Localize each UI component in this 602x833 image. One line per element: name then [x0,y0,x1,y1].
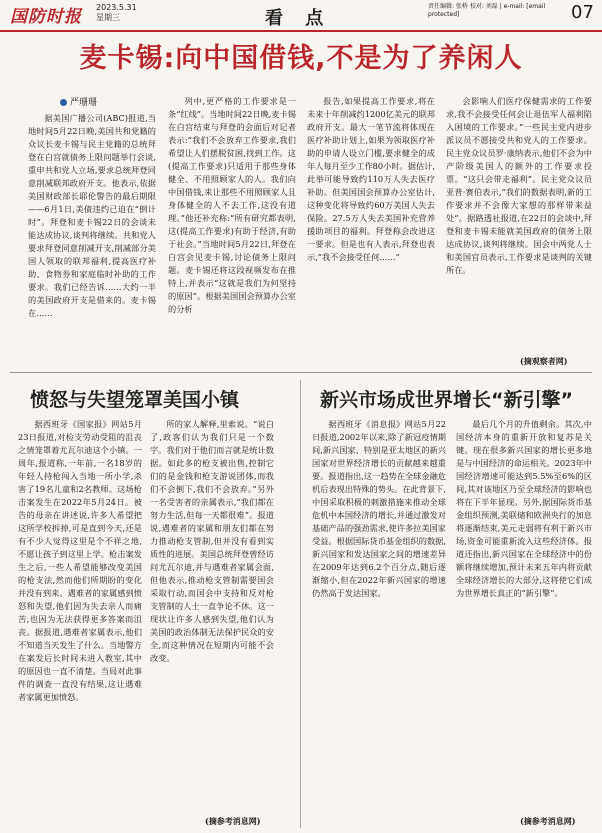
article2-column-1 [18,418,142,828]
article3-headline: 新兴市场成世界增长“新引擎” [320,389,573,411]
article3-col2-text: 最后几个月的升值剩余。其次,中国经济本身的重新开放和复苏是关键。现在很多新兴国家的增长更多地是与中国经济的命运相关。2023年中国经济增速可能达到5.5%至6%的区间,其对该地区乃至全球经济的影响也将在下半年显现。另外,据国际货币基金组织预测,美联储和欧洲央行的加息将逐渐结束,美元走弱将有利于新兴市场,资金可能重新流入这些经济体。报道还指出,新兴国家在全球经济中的份额将继续增加,预计未来五年内将贡献全球经济增长的大部分,这将使它们成为世界增长真正的“新引擎”。 [456,419,592,598]
article3-signature: (摘参考消息网) [520,816,576,826]
main-col1-text: 据美国广播公司(ABC)报道,当地时间5月22日晚,美国共和党籍的众议长麦卡锡与民主党籍的总统拜登在白宫就债务上限问题举行会谈,重申共和党人立场,要求总统拜登同意削减联邦政府开支。他表示,依据美国财政部长耶伦警告的最后期限——6月1日,美债违约已迫在“倒计时”。拜登和麦卡锡22日的会谈未能达成协议,谈判将继续。共和党人要求拜登同意削减开支,削减部分美国人领取的联邦福利,提高医疗补助、食物券和家庭临时补助的工作要求。我们已经告诉……大约一半的美国政府开支是借来的。麦卡锡在…… [28,113,156,318]
main-col4-text: 会影响人们医疗保健需求的工作要求,我不会接受任何会让退伍军人福利陷入困境的工作要求。”一些民主党内进步派议员不愿接受共和党人的工作要求。民主党众议员罗·康纳表示,他们不会为中产阶级美国人的额外的工作要求投票。“这只会带走福利”。民主党众议员亚普·赛伯表示,“我们的数据表明,新的工作要求并不会像大家想的那样带来益处”。据路透社报道,在22日的会谈中,拜登和麦卡锡未能就美国政府的债务上限达成协议,谈判将继续。国会中两党人士和美国官员表示,工作要求是谈判的关键所在。 [446,96,592,275]
weekday: 星期三 [96,13,120,22]
column-separator [300,380,301,828]
newspaper-logo: 国防时报 [10,7,82,27]
page-number: 07 [571,2,594,23]
editor-info: 责任编辑: 张桥 校对: 刘磊 | e-mail: [email protected] [428,3,546,18]
main-signature: (摘观察者网) [520,356,568,366]
masthead [0,0,602,32]
byline-icon [60,99,67,106]
article2-signature: (摘参考消息网) [205,816,261,826]
section-divider [10,372,592,373]
date: 2023.5.31 [96,3,137,12]
main-column-3 [307,95,435,368]
article3-column-1 [312,418,446,828]
byline-author: 严珊珊 [70,98,98,108]
main-col2-text: 列中,更严格的工作要求是一条“红线”。当地时间22日晚,麦卡锡在白宫结束与拜登的会面后对记者表示:“我们不会放弃工作要求,我们希望让人们摆脱贫困,找到工作。这(提高工作要求)只适用于那些身体健全、不用照顾家人的人。我们向中国借钱,来让那些不用照顾家人且身体健全的人不去工作,这没有道理。”他还补充称:“所有研究都表明,这(提高工作要求)有助于经济,有助于社会。”当地时间5月22日,拜登在白宫会见麦卡锡,讨论债务上限问题。麦卡锡还将这段视频发布在推特上,并表示“这就是我们为何坚持的原因”。根据美国国会预算办公室的分析 [168,96,296,314]
article2-headline: 愤怒与失望笼罩美国小镇 [30,389,240,411]
section-title: 看 点 [265,8,332,29]
main-column-4 [446,95,592,350]
article2-col1-text: 据西班牙《国家报》网站5月23日报道,对检支劳动受阻的沮丧之情笼罩着尤瓦尔迪这个小镇。一周年,报道称,一年前,一名18岁的年轻人持枪闯入当地一所小学,杀害了19名儿童和2名教师。这场枪击案发生在2022年5月24日。被告的母亲在讲述说,许多人希望把这所学校拆掉,可是直到今天,还是有不少人觉得这里是个不祥之地,不愿让孩子到这里上学。枪击案发生之后,一些人希望能够改变美国的枪支法,然而他们所期盼的变化并没有到来。遇难者的家属感到愤怒和失望,他们因为失去亲人而痛苦,也因为无法获得更多答案而沮丧。据报道,遇难者家属表示,他们不知道当天发生了什么。当地警方在案发后长时间未进入教室,其中的原因也一直不清楚。当局对此事件的调查一直没有结果,这让遇难者家属更加愤怒。 [18,419,142,702]
main-col3-text: 报告,如果提高工作要求,将在未来十年削减约1200亿美元的联邦政府开支。最大一笔节流将体现在医疗补助计划上,如果为领取医疗补助的申请人设立门槛,要求健全的成年人每月至少工作80小时。据估计,此举可能导致约110万人失去医疗补助。但美国国会预算办公室估计,这种变化将导致约60万美国人失去保险。27.5万人失去美国补充营养援助项目的福利。拜登称会改进这一要求。但是也有人表示,拜登也表示,“我不会接受任何……” [307,96,435,262]
article2-col2-text: 所的家人解释,里索说。“说白了,政客们认为我们只是一个数字。我们对于他们而言就是统计数据。如此多的枪支被出售,控制它们的是金钱和枪支游说团体,而我们不会倒下,我们不会放弃。”另外一名受害者的亲属表示,“我们都在努力生活,但每一天都很难”。报道说,遇难者的家属和朋友们都在努力推动枪支管制,但并没有看到实质性的进展。美国总统拜登曾经访问尤瓦尔迪,并与遇难者家属会面,但他表示,推动枪支管制需要国会采取行动,而国会中支持和反对枪支管制的人士一直争论不休。这一现状让许多人感到失望,他们认为美国的政治体制无法保护民众的安全,而这种情况在短期内可能不会改变。 [150,419,274,663]
issue-date [96,3,137,23]
article2-column-2 [150,418,274,810]
main-column-2 [168,95,296,368]
article3-column-2 [456,418,592,810]
article3-col1-text: 据西班牙《消息报》网站5月22日报道,2002年以来,除了新冠疫情期间,新兴国家、特别是亚太地区的新兴国家对世界经济增长的贡献越来越重要。报道指出,这一趋势在全球金融危机后表现出特殊的势头。在此背景下,中国采取积极的刺激措施来推动全球危机中本国经济的增长,并通过激发对基础产品的强劲需求,使许多拉美国家受益。根据国际货币基金组织的数据,新兴国家和发达国家之间的增速差异在2009年达到6.2个百分点,随后逐渐缩小,但在2022年新兴国家的增速仍然高于发达国家。 [312,419,446,598]
main-headline: 麦卡锡:向中国借钱,不是为了养闲人 [79,43,523,74]
main-column-1 [28,112,156,368]
byline [60,95,97,108]
